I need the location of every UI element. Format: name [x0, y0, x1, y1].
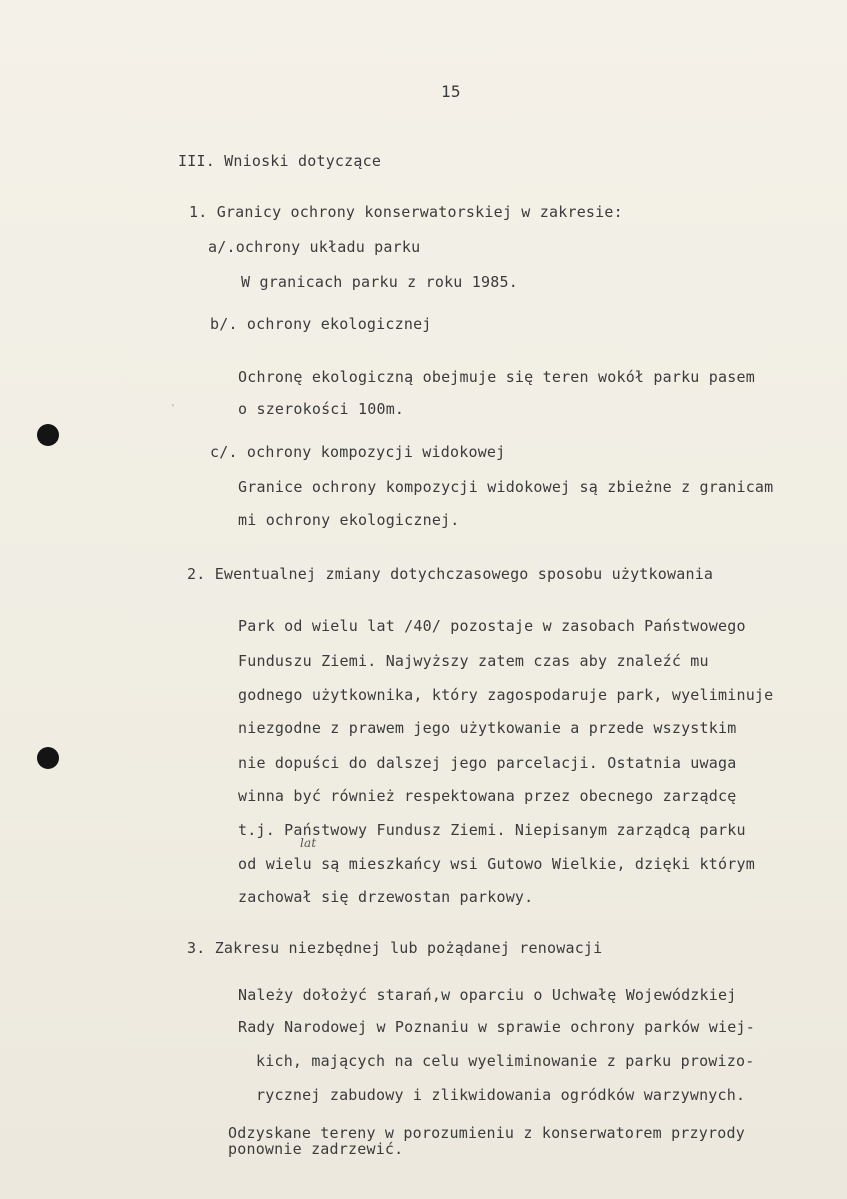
margin-mark: ʹ [170, 404, 177, 415]
section-1b-line: Ochronę ekologiczną obejmuje się teren wokół parku pasem [238, 368, 755, 386]
section-1-title: 1. Granicy ochrony konserwatorskiej w zakresie: [189, 203, 623, 221]
section-3-line: kich, mających na celu wyeliminowanie z parku prowizo- [256, 1052, 755, 1070]
section-3-line: ponownie zadrzewić. [228, 1140, 404, 1158]
section-heading: III. Wnioski dotyczące [178, 152, 382, 170]
section-3-line: rycznej zabudowy i zlikwidowania ogródków warzywnych. [256, 1086, 746, 1104]
section-3-line: Odzyskane tereny w porozumieniu z konserwatorem przyrody [228, 1124, 745, 1142]
section-1c-line: Granice ochrony kompozycji widokowej są zbieżne z granicam [238, 478, 774, 496]
section-2-line: nie dopuści do dalszej jego parcelacji. Ostatnia uwaga [238, 754, 737, 772]
section-2-line: od wielu są mieszkańcy wsi Gutowo Wielkie, dzięki którym [238, 855, 755, 873]
section-3-line: Rady Narodowej w Poznaniu w sprawie ochrony parków wiej- [238, 1018, 755, 1036]
section-1a-label: a/.ochrony układu parku [208, 238, 421, 256]
section-2-line: Funduszu Ziemi. Najwyższy zatem czas aby znaleźć mu [238, 652, 709, 670]
punch-hole-top [37, 424, 59, 446]
section-3-line: Należy dołożyć starań,w oparciu o Uchwałę Wojewódzkiej [238, 986, 737, 1004]
section-1a-text: W granicach parku z roku 1985. [241, 273, 518, 291]
section-2-title: 2. Ewentualnej zmiany dotychczasowego sposobu użytkowania [187, 565, 714, 583]
section-2-line: godnego użytkownika, który zagospodaruje park, wyeliminuje [238, 686, 774, 704]
section-1b-label: b/. ochrony ekologicznej [210, 315, 432, 333]
section-1b-line: o szerokości 100m. [238, 400, 405, 418]
section-2-line: zachował się drzewostan parkowy. [238, 888, 534, 906]
handwritten-insert: lat [300, 836, 317, 850]
section-2-line: niezgodne z prawem jego użytkowanie a przede wszystkim [238, 719, 737, 737]
section-2-line: Park od wielu lat /40/ pozostaje w zasobach Państwowego [238, 617, 746, 635]
section-1c-label: c/. ochrony kompozycji widokowej [210, 443, 506, 461]
section-3-title: 3. Zakresu niezbędnej lub pożądanej renowacji [187, 939, 603, 957]
page-number: 15 [441, 82, 461, 101]
section-2-line: t.j. Państwowy Fundusz Ziemi. Niepisanym zarządcą parku [238, 821, 746, 839]
section-1c-line: mi ochrony ekologicznej. [238, 511, 460, 529]
punch-hole-bottom [37, 747, 59, 769]
section-2-line: winna być również respektowana przez obecnego zarządcę [238, 787, 737, 805]
